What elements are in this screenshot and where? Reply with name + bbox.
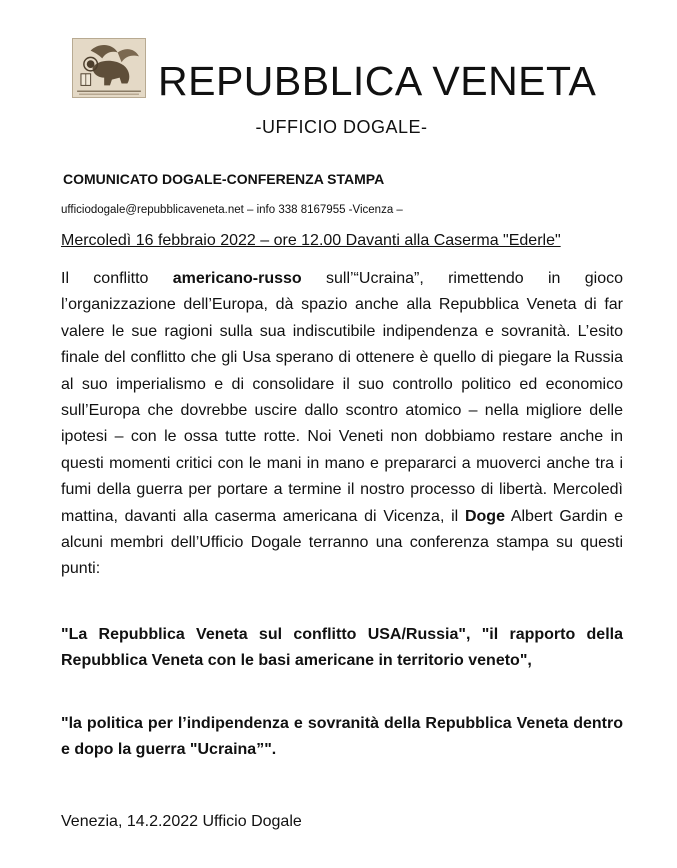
- body-text-2: sull’“Ucraina”, rimettendo in gioco l’organizzazione dell’Europa, dà spazio anche alla Repubblica Veneta di far valere le sue ragioni sulla sua indiscutibile indipendenza e sovranità. L’esito finale del conflitto che gli Usa sperano di ottenere è quello di piegare la Russia al suo imperialismo e di consolidare il suo controllo politico ed economico sull’Europa che dovrebbe uscire dallo scontro atomico – nella migliore delle ipotesi – con le ossa tutte rotte. Noi Veneti non dobbiamo restare anche in questi momenti critici con le mani in mano e prepararci a muoverci anche tra i fumi della guerra per portare a termine il nostro processo di libertà. Mercoledì mattina, davanti alla caserma americana di Vicenza, il: [61, 270, 623, 525]
- communique-heading: COMUNICATO DOGALE-CONFERENZA STAMPA: [63, 171, 385, 187]
- event-dateline: Mercoledì 16 febbraio 2022 – ore 12.00 Davanti alla Caserma "Ederle": [61, 232, 561, 249]
- page-title: REPUBBLICA VENETA: [158, 58, 597, 104]
- lion-of-saint-mark-icon: [72, 38, 146, 98]
- body-text-3: Albert Gardin e alcuni membri dell’Ufficio Dogale terranno una conferenza stampa su questi punti:: [61, 507, 624, 578]
- body-bold-1: americano-russo: [172, 270, 302, 287]
- body-bold-2: Doge: [464, 507, 505, 525]
- body-text-1: Il conflitto: [61, 270, 173, 287]
- press-point-1: "La Repubblica Veneta sul conflitto USA/Russia", "il rapporto della Repubblica Veneta con le basi americane in territorio veneto",: [61, 626, 623, 670]
- office-subtitle: -UFFICIO DOGALE-: [255, 117, 428, 137]
- body-paragraph: [61, 266, 623, 583]
- signature-line: Venezia, 14.2.2022 Ufficio Dogale: [61, 813, 302, 830]
- press-point-2: "la politica per l’indipendenza e sovranità della Repubblica Veneta dentro e dopo la guerra "Ucraina”".: [61, 715, 623, 759]
- contact-line: ufficiodogale@repubblicaveneta.net – info 338 8167955 -Vicenza –: [61, 204, 403, 216]
